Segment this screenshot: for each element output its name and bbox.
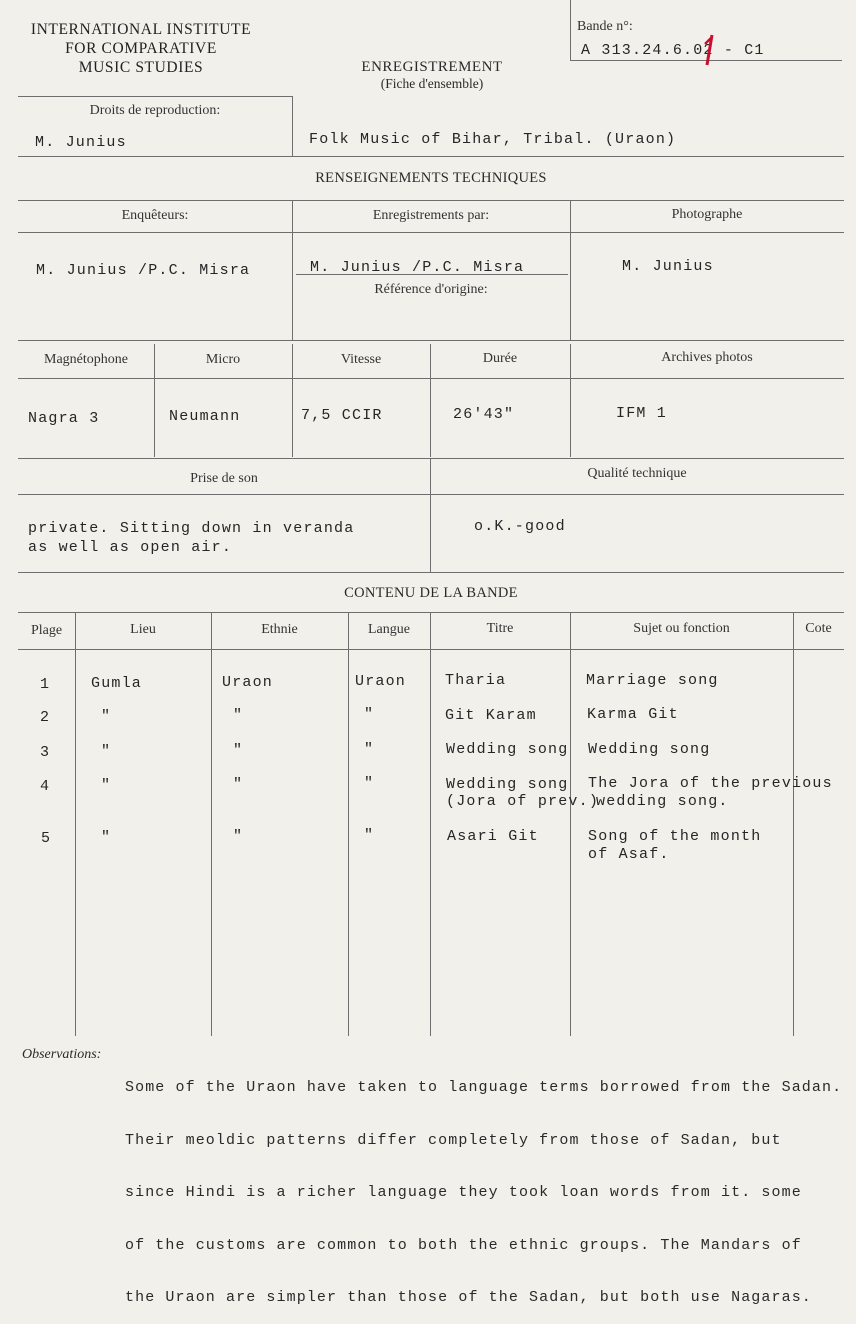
institute-line-3: MUSIC STUDIES (78, 59, 204, 76)
bande-label: Bande n°: (577, 19, 633, 34)
table-row-3-titre: Wedding song (446, 741, 569, 758)
contenu-header-rule (18, 649, 844, 650)
institute-name (10, 20, 272, 77)
table-row-4-langue: " (364, 775, 375, 792)
table-row-3-langue: " (364, 741, 375, 758)
table-row-4-lieu: " (101, 777, 112, 794)
table-row-2-lieu: " (101, 708, 112, 725)
table-row-4-plage: 4 (40, 778, 51, 795)
table-row-1-titre: Tharia (445, 672, 507, 689)
table-row-5-titre: Asari Git (447, 828, 539, 845)
rights-right-rule (292, 96, 293, 156)
qualite-label: Qualité technique (587, 466, 687, 481)
col-header-ethnie: Ethnie (261, 622, 298, 637)
observations-line-3: since Hindi is a richer language they took loan words from it. some (125, 1184, 802, 1201)
rights-top-rule (18, 96, 292, 97)
institute-line-1: INTERNATIONAL INSTITUTE (30, 21, 252, 38)
observations-text (125, 1044, 842, 1324)
qualite-value: o.K.-good (474, 518, 566, 535)
enregistrements-value: M. Junius /P.C. Misra (310, 259, 525, 276)
bande-box-left-border (570, 0, 571, 60)
table-row-1-plage: 1 (40, 676, 51, 693)
table-row-1-langue: Uraon (355, 673, 407, 690)
col-header-cote: Cote (805, 621, 832, 636)
bande-number: A 313.24.6.02 - C1 (581, 42, 765, 59)
form-title-main: ENREGISTREMENT (361, 59, 503, 75)
enqueteurs-value: M. Junius /P.C. Misra (36, 262, 251, 279)
contenu-section-title: CONTENU DE LA BANDE (344, 585, 518, 601)
contenu-vrule-2 (211, 612, 212, 1036)
table-row-5-langue: " (364, 827, 375, 844)
prise-label: Prise de son (190, 471, 258, 486)
enregistrements-label: Enregistrements par: (372, 208, 490, 223)
contenu-vrule-3 (348, 612, 349, 1036)
col-header-langue: Langue (368, 622, 410, 637)
prise-rule (18, 494, 844, 495)
table-row-4-sujet-line1: The Jora of the previous (588, 775, 833, 792)
prise-value-line2: as well as open air. (28, 539, 233, 556)
observations-line-4: of the customs are common to both the ethnic groups. The Mandars of (125, 1236, 802, 1254)
micro-label: Micro (205, 352, 241, 367)
prise-value-line1: private. Sitting down in veranda (28, 520, 355, 537)
table-row-2-sujet: Karma Git (587, 706, 679, 723)
institute-line-2: FOR COMPARATIVE (65, 40, 217, 57)
table-row-4-titre-line2: (Jora of prev.) (446, 793, 600, 810)
contenu-vrule-6 (793, 612, 794, 1036)
duree-label: Durée (482, 351, 518, 366)
photographe-label: Photographe (671, 207, 743, 222)
col-header-plage: Plage (30, 623, 63, 638)
prise-bottom-rule (18, 572, 844, 573)
observations-line-5: the Uraon are simpler than those of the Sadan, but both use Nagaras. (125, 1289, 812, 1306)
enregistrements-underline (296, 274, 568, 275)
duree-value: 26'43" (453, 406, 515, 423)
observations-line-1: Some of the Uraon have taken to language terms borrowed from the Sadan. (125, 1079, 843, 1096)
red-correction-mark (703, 34, 717, 66)
table-row-3-ethnie: " (233, 742, 244, 759)
archives-value: IFM 1 (616, 405, 668, 422)
contenu-vrule-4 (430, 612, 431, 1036)
table-row-4-sujet-line2: wedding song. (596, 793, 729, 810)
technical-rule-2 (18, 232, 844, 233)
rights-label: Droits de reproduction: (89, 103, 221, 118)
enqueteurs-label: Enquêteurs: (121, 208, 189, 223)
magnetophone-value: Nagra 3 (28, 410, 100, 427)
table-row-1-lieu: Gumla (91, 675, 143, 692)
magnetophone-label: Magnétophone (44, 352, 128, 367)
technical-rule-1 (18, 200, 844, 201)
vitesse-value: 7,5 CCIR (301, 407, 383, 424)
col-header-lieu: Lieu (130, 622, 156, 637)
photographe-value: M. Junius (622, 258, 714, 275)
table-row-2-plage: 2 (40, 709, 51, 726)
equip-rule-1 (18, 378, 844, 379)
table-row-4-ethnie: " (233, 776, 244, 793)
rights-value: M. Junius (35, 134, 127, 151)
form-title (330, 59, 534, 92)
observations-label: Observations: (22, 1047, 102, 1062)
table-row-2-langue: " (364, 706, 375, 723)
table-row-5-sujet-line2: of Asaf. (588, 846, 670, 863)
table-row-5-sujet-line1: Song of the month (588, 828, 762, 845)
form-title-sub: (Fiche d'ensemble) (380, 76, 484, 91)
micro-value: Neumann (169, 408, 241, 425)
table-row-1-sujet: Marriage song (586, 672, 719, 689)
collection-title: Folk Music of Bihar, Tribal. (Uraon) (309, 131, 677, 148)
table-row-3-lieu: " (101, 743, 112, 760)
observations-line-2: Their meoldic patterns differ completely from those of Sadan, but (125, 1131, 782, 1149)
contenu-vrule-1 (75, 612, 76, 1036)
table-row-5-plage: 5 (41, 830, 52, 847)
contenu-top-rule (18, 612, 844, 613)
table-row-5-lieu: " (101, 829, 112, 846)
table-row-2-ethnie: " (233, 707, 244, 724)
archives-label: Archives photos (661, 350, 753, 365)
col-header-titre: Titre (486, 621, 514, 636)
table-row-2-titre: Git Karam (445, 707, 537, 724)
rights-bottom-rule (18, 156, 844, 157)
equip-rule-2 (18, 458, 844, 459)
table-row-4-titre-line1: Wedding song (446, 776, 569, 793)
vitesse-label: Vitesse (340, 352, 382, 367)
table-row-3-plage: 3 (40, 744, 51, 761)
technical-rule-3 (18, 340, 844, 341)
table-row-5-ethnie: " (233, 828, 244, 845)
technical-section-title: RENSEIGNEMENTS TECHNIQUES (315, 170, 547, 186)
contenu-vrule-5 (570, 612, 571, 1036)
table-row-1-ethnie: Uraon (222, 674, 274, 691)
table-row-3-sujet: Wedding song (588, 741, 711, 758)
col-header-sujet: Sujet ou fonction (633, 621, 730, 636)
reference-label: Référence d'origine: (374, 282, 488, 297)
